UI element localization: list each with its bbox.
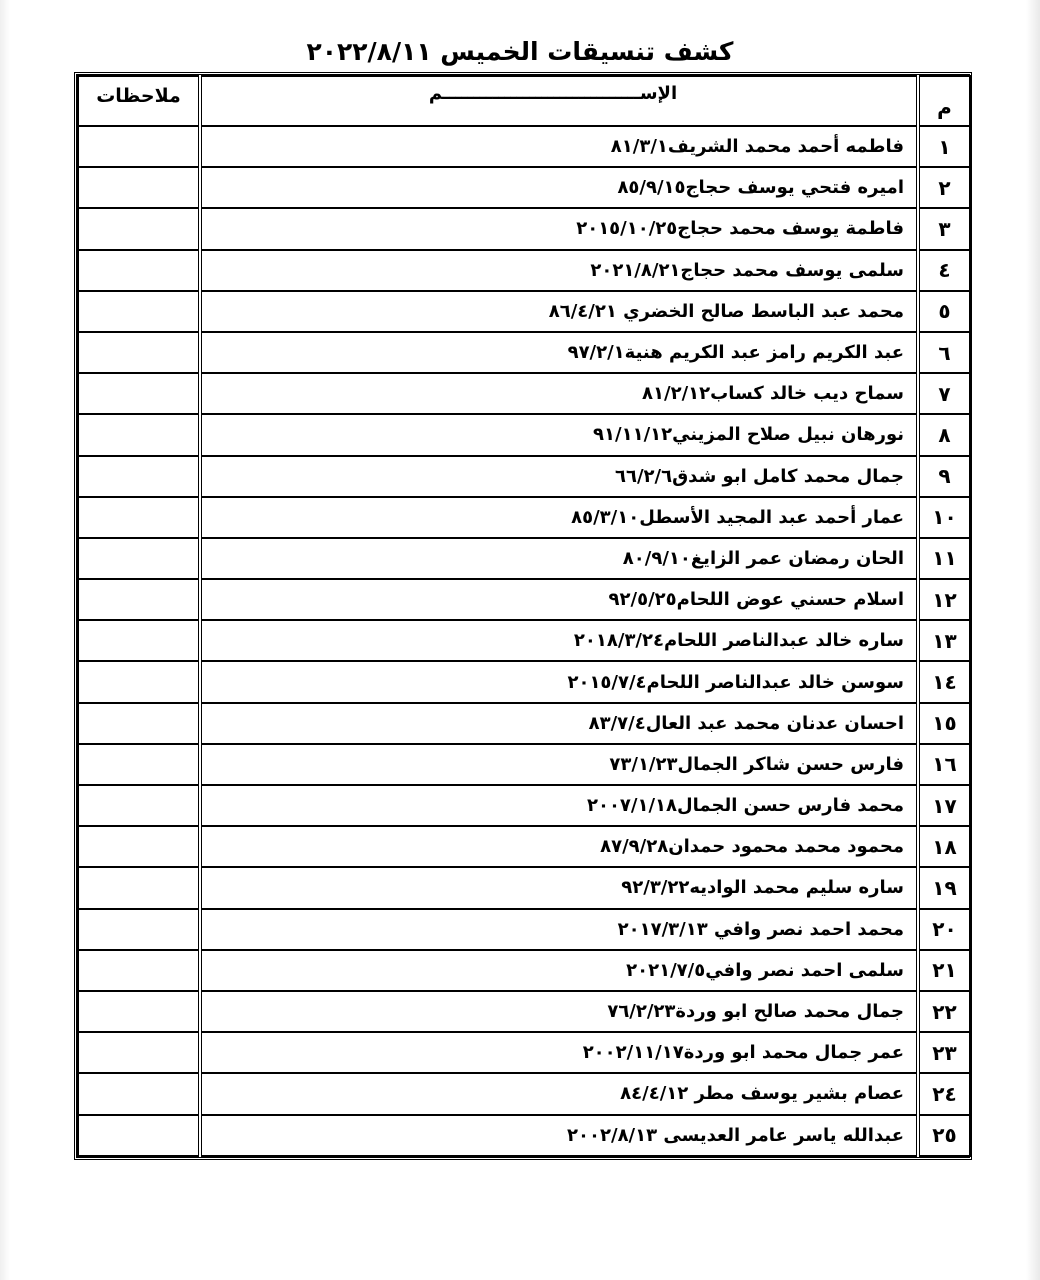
row-notes bbox=[78, 373, 200, 414]
row-notes bbox=[78, 126, 200, 167]
row-number: ٣ bbox=[918, 208, 970, 249]
table-row bbox=[78, 867, 970, 908]
row-name: ساره خالد عبدالناصر اللحام٢٠١٨/٣/٢٤ bbox=[200, 620, 918, 661]
row-notes bbox=[78, 167, 200, 208]
row-name: سوسن خالد عبدالناصر اللحام٢٠١٥/٧/٤ bbox=[200, 661, 918, 702]
table-row bbox=[78, 661, 970, 702]
row-number: ١٤ bbox=[918, 661, 970, 702]
page-edge-right bbox=[1026, 0, 1040, 1280]
row-notes bbox=[78, 703, 200, 744]
row-notes bbox=[78, 291, 200, 332]
row-number: ١٣ bbox=[918, 620, 970, 661]
row-notes bbox=[78, 785, 200, 826]
row-notes bbox=[78, 332, 200, 373]
row-number: ٦ bbox=[918, 332, 970, 373]
row-notes bbox=[78, 867, 200, 908]
row-notes bbox=[78, 579, 200, 620]
row-name: عصام بشير يوسف مطر ٨٤/٤/١٢ bbox=[200, 1073, 918, 1114]
row-number: ١ bbox=[918, 126, 970, 167]
table-header-row bbox=[78, 76, 970, 126]
header-number: م bbox=[918, 76, 970, 126]
row-notes bbox=[78, 497, 200, 538]
row-name: جمال محمد صالح ابو وردة٧٦/٢/٢٣ bbox=[200, 991, 918, 1032]
header-notes: ملاحظات bbox=[78, 76, 200, 126]
row-number: ٢٥ bbox=[918, 1115, 970, 1156]
table-row bbox=[78, 291, 970, 332]
row-number: ١٢ bbox=[918, 579, 970, 620]
table-row bbox=[78, 950, 970, 991]
row-number: ٨ bbox=[918, 414, 970, 455]
table-row bbox=[78, 373, 970, 414]
row-number: ٢٢ bbox=[918, 991, 970, 1032]
row-name: جمال محمد كامل ابو شدق٦٦/٢/٦ bbox=[200, 456, 918, 497]
table-row bbox=[78, 620, 970, 661]
row-number: ٩ bbox=[918, 456, 970, 497]
table-row bbox=[78, 909, 970, 950]
row-notes bbox=[78, 909, 200, 950]
table-row bbox=[78, 167, 970, 208]
row-notes bbox=[78, 1073, 200, 1114]
row-number: ١٥ bbox=[918, 703, 970, 744]
row-notes bbox=[78, 208, 200, 249]
row-name: فارس حسن شاكر الجمال٧٣/١/٢٣ bbox=[200, 744, 918, 785]
table-body bbox=[78, 126, 970, 1156]
coordination-sheet bbox=[74, 72, 972, 1160]
table-row bbox=[78, 1115, 970, 1156]
row-name: سلمى احمد نصر وافي٢٠٢١/٧/٥ bbox=[200, 950, 918, 991]
row-name: اسلام حسني عوض اللحام٩٢/٥/٢٥ bbox=[200, 579, 918, 620]
row-number: ١٠ bbox=[918, 497, 970, 538]
row-notes bbox=[78, 620, 200, 661]
row-notes bbox=[78, 950, 200, 991]
table-row bbox=[78, 1073, 970, 1114]
table-row bbox=[78, 744, 970, 785]
row-number: ٥ bbox=[918, 291, 970, 332]
row-number: ٤ bbox=[918, 250, 970, 291]
row-number: ٢٤ bbox=[918, 1073, 970, 1114]
row-notes bbox=[78, 826, 200, 867]
row-name: عمار أحمد عبد المجيد الأسطل٨٥/٣/١٠ bbox=[200, 497, 918, 538]
row-name: احسان عدنان محمد عبد العال٨٣/٧/٤ bbox=[200, 703, 918, 744]
table-row bbox=[78, 1032, 970, 1073]
row-notes bbox=[78, 250, 200, 291]
row-name: اميره فتحي يوسف حجاج٨٥/٩/١٥ bbox=[200, 167, 918, 208]
row-number: ١٨ bbox=[918, 826, 970, 867]
table-row bbox=[78, 126, 970, 167]
page-edge-left bbox=[0, 0, 10, 1280]
row-name: فاطمة يوسف محمد حجاج٢٠١٥/١٠/٢٥ bbox=[200, 208, 918, 249]
row-notes bbox=[78, 991, 200, 1032]
row-notes bbox=[78, 1115, 200, 1156]
row-notes bbox=[78, 414, 200, 455]
row-notes bbox=[78, 538, 200, 579]
row-name: عبد الكريم رامز عبد الكريم هنية٩٧/٢/١ bbox=[200, 332, 918, 373]
document-title: كشف تنسيقات الخميس ٢٠٢٢/٨/١١ bbox=[306, 37, 734, 66]
row-name: نورهان نبيل صلاح المزيني٩١/١١/١٢ bbox=[200, 414, 918, 455]
table-row bbox=[78, 579, 970, 620]
table-row bbox=[78, 456, 970, 497]
row-number: ١٧ bbox=[918, 785, 970, 826]
header-name: الإســــــــــــــــــــــــــــــــم bbox=[200, 76, 918, 126]
table-row bbox=[78, 250, 970, 291]
table-row bbox=[78, 538, 970, 579]
row-number: ٢٣ bbox=[918, 1032, 970, 1073]
row-notes bbox=[78, 744, 200, 785]
row-name: سماح ديب خالد كساب٨١/٢/١٢ bbox=[200, 373, 918, 414]
row-name: عبدالله ياسر عامر العديسى ٢٠٠٢/٨/١٣ bbox=[200, 1115, 918, 1156]
row-notes bbox=[78, 661, 200, 702]
table-row bbox=[78, 497, 970, 538]
table-row bbox=[78, 785, 970, 826]
row-name: فاطمه أحمد محمد الشريف٨١/٣/١ bbox=[200, 126, 918, 167]
row-name: محمد عبد الباسط صالح الخضري ٨٦/٤/٢١ bbox=[200, 291, 918, 332]
row-name: محمد احمد نصر وافي ٢٠١٧/٣/١٣ bbox=[200, 909, 918, 950]
row-notes bbox=[78, 456, 200, 497]
table-row bbox=[78, 332, 970, 373]
row-name: محمد فارس حسن الجمال٢٠٠٧/١/١٨ bbox=[200, 785, 918, 826]
names-table bbox=[77, 75, 971, 1157]
table-row bbox=[78, 208, 970, 249]
row-number: ١٦ bbox=[918, 744, 970, 785]
row-name: الحان رمضان عمر الزايغ٨٠/٩/١٠ bbox=[200, 538, 918, 579]
row-number: ٢١ bbox=[918, 950, 970, 991]
row-number: ٢ bbox=[918, 167, 970, 208]
row-name: محمود محمد محمود حمدان٨٧/٩/٢٨ bbox=[200, 826, 918, 867]
row-notes bbox=[78, 1032, 200, 1073]
row-number: ١١ bbox=[918, 538, 970, 579]
table-row bbox=[78, 703, 970, 744]
table-row bbox=[78, 991, 970, 1032]
row-name: عمر جمال محمد ابو وردة٢٠٠٢/١١/١٧ bbox=[200, 1032, 918, 1073]
row-name: سلمى يوسف محمد حجاج٢٠٢١/٨/٢١ bbox=[200, 250, 918, 291]
row-number: ٢٠ bbox=[918, 909, 970, 950]
row-number: ٧ bbox=[918, 373, 970, 414]
row-number: ١٩ bbox=[918, 867, 970, 908]
table-row bbox=[78, 826, 970, 867]
table-row bbox=[78, 414, 970, 455]
row-name: ساره سليم محمد الواديه٩٢/٣/٢٢ bbox=[200, 867, 918, 908]
